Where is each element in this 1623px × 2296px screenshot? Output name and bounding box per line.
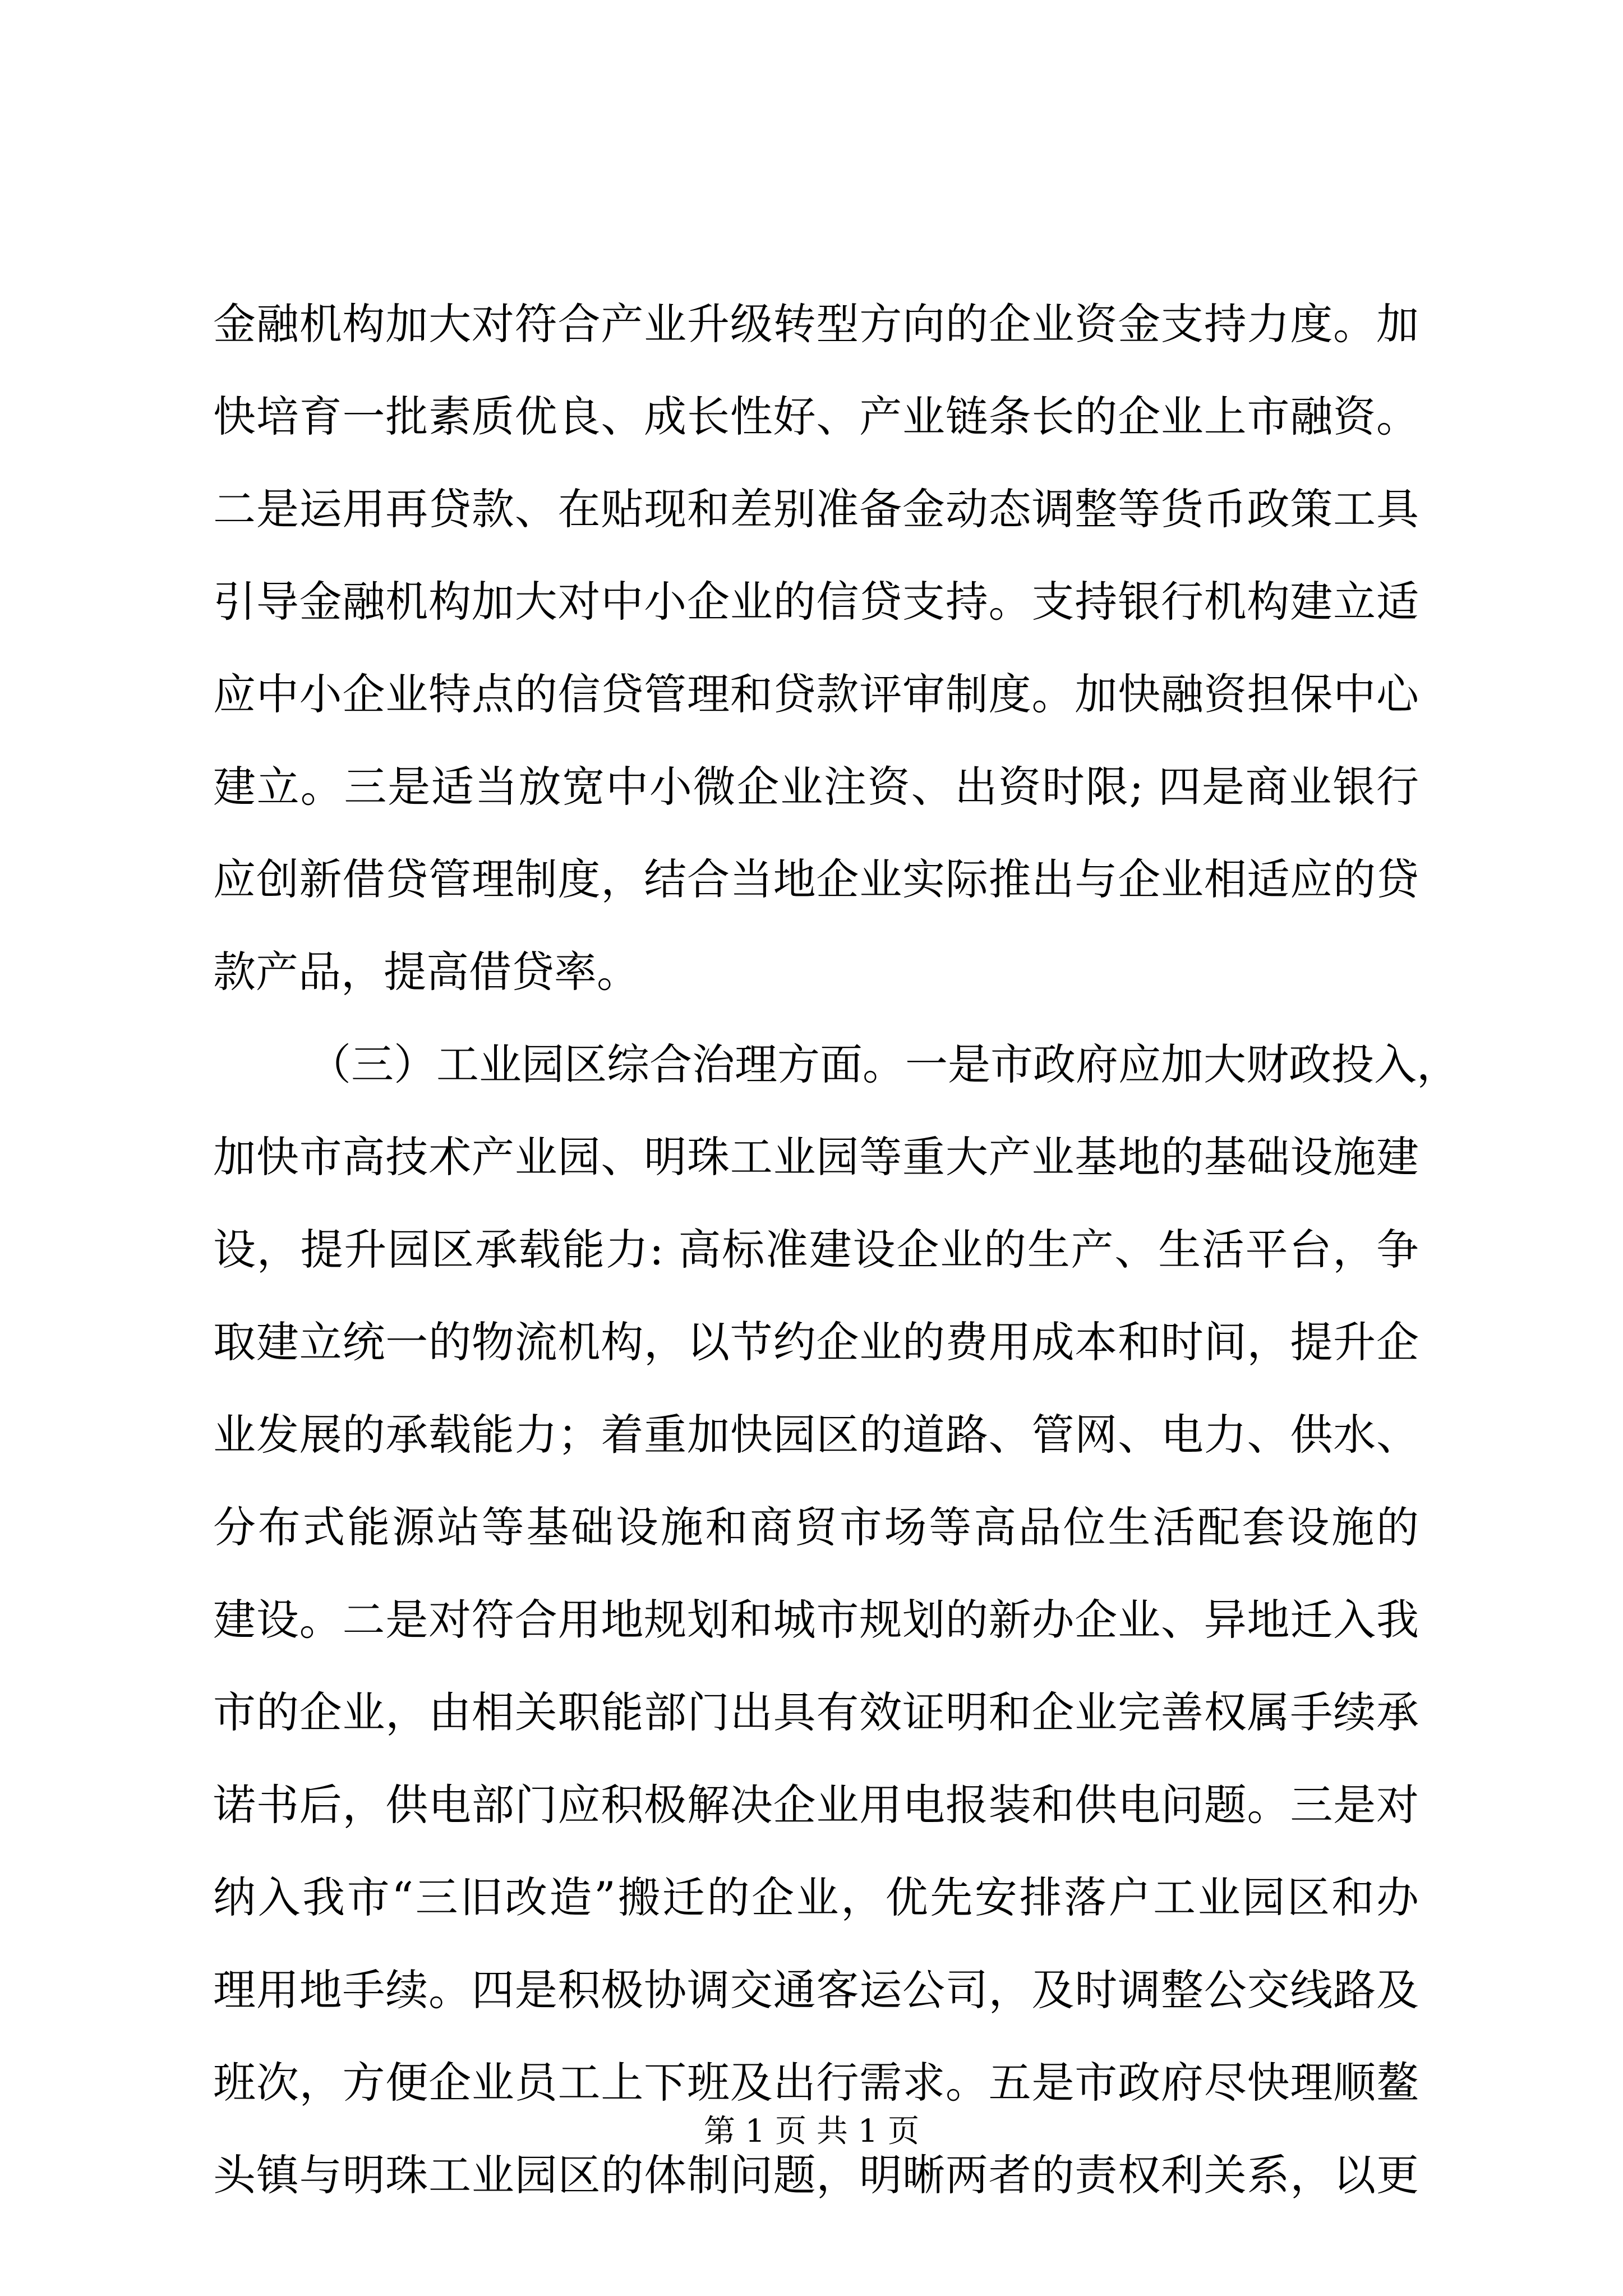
- text-line: 取建立统一的物流机构，以节约企业的费用成本和时间，提升企: [213, 1317, 1419, 1367]
- text-line: 金融机构加大对符合产业升级转型方向的企业资金支持力度。加: [213, 299, 1419, 349]
- text-line: 建设。二是对符合用地规划和城市规划的新办企业、异地迁入我: [213, 1595, 1419, 1645]
- text-line: 诺书后，供电部门应积极解决企业用电报装和供电问题。三是对: [213, 1780, 1419, 1830]
- text-line: 快培育一批素质优良、成长性好、产业链条长的企业上市融资。: [213, 392, 1419, 441]
- text-line: 分布式能源站等基础设施和商贸市场等高品位生活配套设施的: [213, 1502, 1419, 1552]
- text-line: 加快市高技术产业园、明珠工业园等重大产业基地的基础设施建: [213, 1132, 1419, 1182]
- text-line: 市的企业，由相关职能部门出具有效证明和企业完善权属手续承: [213, 1687, 1419, 1737]
- text-line: 应中小企业特点的信贷管理和贷款评审制度。加快融资担保中心: [213, 669, 1419, 719]
- text-line: 应创新借贷管理制度，结合当地企业实际推出与企业相适应的贷: [213, 854, 1419, 904]
- text-line: 款产品，提高借贷率。: [213, 947, 639, 997]
- text-line: 业发展的承载能力；着重加快园区的道路、管网、电力、供水、: [213, 1410, 1419, 1460]
- text-line: 二是运用再贷款、在贴现和差别准备金动态调整等货币政策工具: [213, 484, 1419, 534]
- text-line: 班次，方便企业员工上下班及出行需求。五是市政府尽快理顺鳌: [213, 2058, 1419, 2108]
- document-body: [213, 278, 1459, 2221]
- section-heading-line: （三）工业园区综合治理方面。一是市政府应加大财政投入，: [308, 1039, 1459, 1089]
- text-line: 设，提升园区承载能力: 高标准建设企业的生产、生活平台，争: [213, 1225, 1419, 1274]
- page-number-footer: 第 1 页 共 1 页: [703, 2113, 920, 2150]
- text-line: 建立。三是适当放宽中小微企业注资、出资时限; 四是商业银行: [213, 762, 1419, 812]
- text-line: 头镇与明珠工业园区的体制问题，明晰两者的责权利关系，以更: [213, 2150, 1419, 2200]
- text-line: 纳入我市“三旧改造”搬迁的企业，优先安排落户工业园区和办: [213, 1872, 1419, 1922]
- text-line: 理用地手续。四是积极协调交通客运公司，及时调整公交线路及: [213, 1965, 1419, 2015]
- text-line: 引导金融机构加大对中小企业的信贷支持。支持银行机构建立适: [213, 577, 1419, 627]
